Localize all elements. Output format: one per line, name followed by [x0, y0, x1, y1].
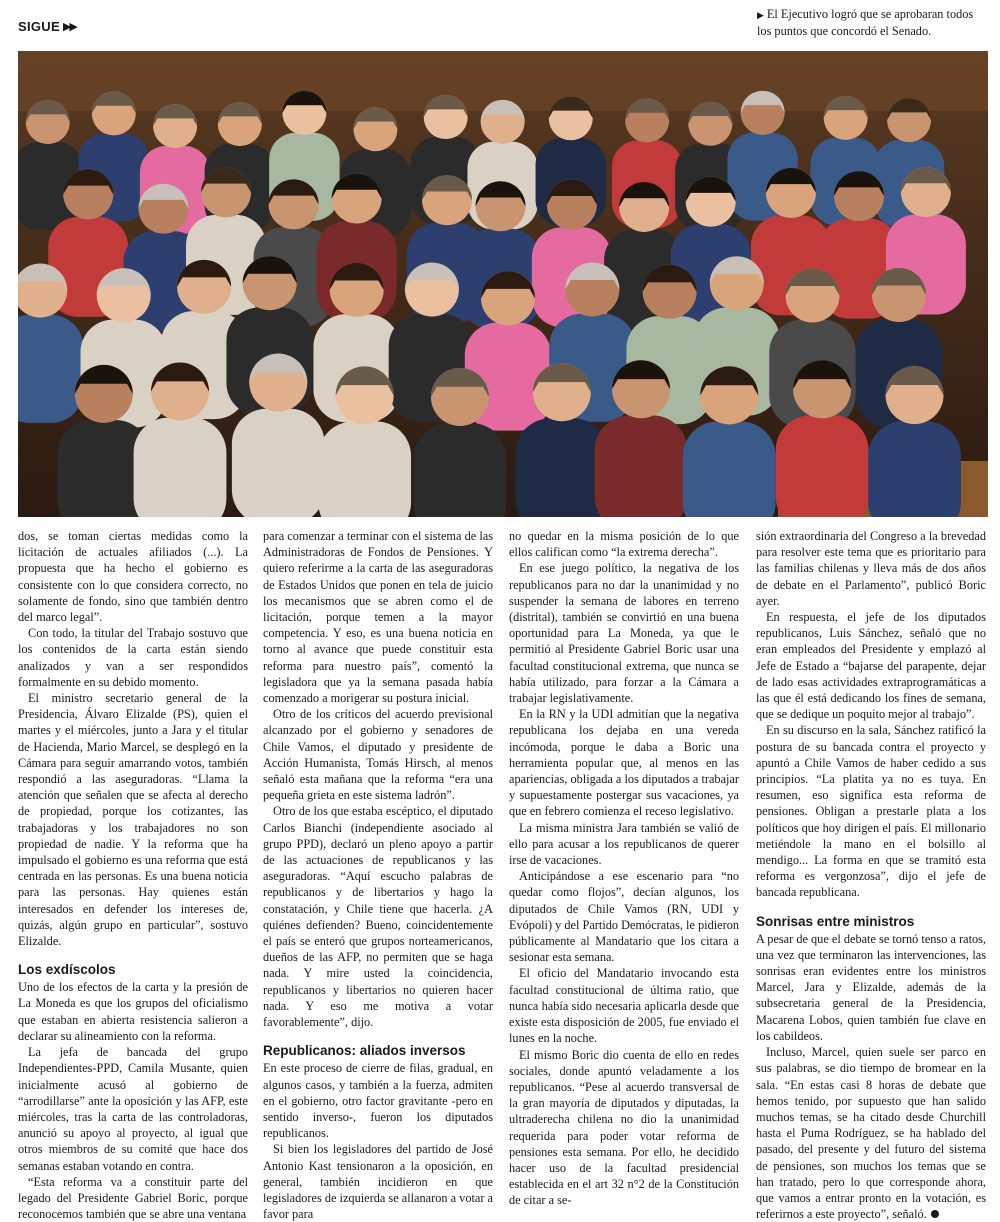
paragraph: En ese juego político, la negativa de los republicanos para no dar la unanimidad y no suspender la semana de labores en terreno (distrital), también se convirtió en una buena oportunidad para La Moneda, ya que le permitió al Presidente Gabriel Boric usar una facultad constitucional extrema, que nunca se había utilizado, para forzar a la Cámara a trabajar legislativamente.: [509, 561, 739, 706]
paragraph: Uno de los efectos de la carta y la presión de La Moneda es que los grupos del oficialismo que estaban en abierta resistencia salieron a declarar su alineamiento con la reforma.: [18, 980, 248, 1043]
person-body: [318, 421, 411, 517]
paragraph: En este proceso de cierre de filas, gradual, en algunos casos, y también a la fuerza, admiten en el gobierno, otro factor gravitante -pero en sentido inverso-, fueron los diputados republicanos.: [263, 1061, 493, 1141]
caption-text: El Ejecutivo logró que se aprobaran todos los puntos que concordó el Senado.: [757, 7, 974, 38]
paragraph: “Esta reforma va a constituir parte del legado del Presidente Gabriel Boric, porque reconocemos también que se abre una ventana: [18, 1174, 248, 1222]
paragraph: Otro de los críticos del acuerdo previsional alcanzado por el gobierno y senadores de Chile Vamos, el diputado y presidente de Acción Humanista, Tomás Hirsch, al menos señaló esta mañana que la reforma “era una pequeña grieta en este sistema ladrón”.: [263, 707, 493, 803]
person-body: [232, 409, 325, 517]
paragraph-text: Incluso, Marcel, quien suele ser parco en sus palabras, se dio tiempo de bromear en la sala. “En estas casi 8 horas de debate que hemos tenido, por supuesto que han salido muchos temas, se ha citado desde Churchill hasta el Puma Rodríguez, se ha hablado del pasado, del presente y del futuro del sistema de pensiones, son muchos los temas que se han tratado, pero lo que corresponde ahora, que vamos a entrar pronto en la votación, es referirnos a este proyecto”, señaló.: [756, 1045, 986, 1222]
person-body: [776, 415, 869, 517]
final-paragraph: [756, 1044, 986, 1222]
paragraph: La misma ministra Jara también se valió de ello para acusar a los republicanos de querer irse de vacaciones.: [509, 820, 739, 868]
person-body: [868, 421, 961, 517]
paragraph: Si bien los legisladores del partido de José Antonio Kast tensionaron a la oposición, en general, también incidieron en que legisladores de izquierda se allanaron a votar a favor para: [263, 1142, 493, 1222]
lead-photo: [18, 51, 988, 517]
paragraph: A pesar de que el debate se tornó tenso a ratos, una vez que terminaron las intervenciones, las sonrisas eran evidentes entre los ministros Marcel, Jara y Elizalde, además de la subsecretaria general de la Presidencia, Macarena Lobos, quien también fue clave en los cabildeos.: [756, 931, 986, 1043]
paragraph: dos, se toman ciertas medidas como la licitación de actuales afiliados (...). La propuesta que ha hecho el gobierno es consistente con lo que considera correcto, no solamente de fondo, sino que también dentro del marco legal”.: [18, 529, 248, 625]
triangle-bullet-icon: ▶: [757, 10, 764, 20]
article-column-3: [509, 528, 739, 1209]
paragraph: Otro de los que estaba escéptico, el diputado Carlos Bianchi (independiente asociado al grupo PPD), declaró un pleno apoyo a partir de las actuaciones de republicanos y las aseguradoras. “Aquí escucho palabras de republicanos y de libertarios y hago la constatación, y Chile tiene que hacerla. ¿A quiénes defienden? Bueno, coincidentemente el país se enteró que grupos norteamericanos, dueños de las AFP, no permiten que se haga nada. Y mire usted la coincidencia, republicanos y libertarios no quieren hacer nada. Y eso me motiva a votar favorablemente”, dijo.: [263, 804, 493, 1030]
paragraph: El oficio del Mandatario invocando esta facultad constitucional de última ratio, que nunca había sido necesaria aplicarla desde que existe esta disposición de 2005, fue enviado el lunes en la noche.: [509, 966, 739, 1046]
person-body: [134, 418, 227, 517]
sigue-text: SIGUE: [18, 19, 60, 34]
continues-label: [18, 19, 76, 34]
person-body: [515, 418, 608, 517]
paragraph: sión extraordinaria del Congreso a la brevedad para resolver este tema que es prioritario para las familias chilenas y lleva más de dos años de debate en el Parlamento”, publicó Boric ayer.: [756, 529, 986, 608]
person-body: [595, 415, 688, 517]
paragraph: Con todo, la titular del Trabajo sostuvo que los contenidos de la carta están siendo analizados y van a ser respondidos formalmente en su debido momento.: [18, 626, 248, 689]
paragraph: Anticipándose a ese escenario para “no quedar como flojos”, decían algunos, los diputados de Chile Vamos (RN, UDI y Evópoli) y del Partido Demócratas, le pidieron públicamente al Mandatario que los citara a sesionar esta semana.: [509, 869, 739, 965]
paragraph: no quedar en la misma posición de lo que ellos califican como “la extrema derecha”.: [509, 529, 739, 560]
person-body: [414, 423, 507, 517]
subheading-sonrisas: Sonrisas entre ministros: [756, 913, 915, 929]
photo-caption: [757, 6, 989, 39]
paragraph: El ministro secretario general de la Presidencia, Álvaro Elizalde (PS), quien el martes y el miércoles, junto a Jara y el titular de Hacienda, Mario Marcel, se desplegó en la Cámara para seguir amarrando votos, también respondió a las aseguradoras. “Llama la atención que señalen que se afecta al derecho de propiedad, porque los cotizantes, las trabajadoras y los trabajadores no son propiedad de nadie. Y la reforma que ha impulsado el gobierno es una reforma que está centrada en las personas. Es una buena noticia para las personas. Hay quienes están interesados en defender los intereses de, quizás, algún grupo en particular”, sostuvo Elizalde.: [18, 691, 248, 949]
article-column-4: [756, 528, 986, 1222]
article-column-1: [18, 528, 248, 1222]
paragraph: para comenzar a terminar con el sistema de las Administradoras de Fondos de Pensiones. Y quiero referirme a la carta de las aseguradoras de Estados Unidos que ponen en tela de juicio los mecanismos que se abren como el de licitación, porque temen a la mayor competencia. Y eso, es una buena noticia en torno al avance que puede constituir esta reforma para nuestro país”, comentó la legisladora que ya la semana pasada había comenzado a morigerar su postura inicial.: [263, 529, 493, 706]
subheading-republicanos: Republicanos: aliados inversos: [263, 1043, 466, 1059]
person-body: [683, 421, 776, 517]
paragraph: El mismo Boric dio cuenta de ello en redes sociales, donde apuntó veladamente a los republicanos. “Pese al acuerdo transversal de la gran mayoría de diputados y diputadas, la ultraderecha chilena no dio la unanimidad requerida para poder votar reforma de pensiones esta semana. Por ello, he decidido hacer uso de la facultad presidencial establecida en el art 32 n°2 de la Constitución de citar a se-: [509, 1047, 739, 1208]
group-photo-illustration: [18, 51, 988, 517]
person-body: [18, 315, 83, 423]
double-arrow-icon: ▶▶: [62, 21, 76, 33]
article-column-2: [263, 528, 493, 1222]
paragraph: La jefa de bancada del grupo Independientes-PPD, Camila Musante, quien inicialmente acusó al gobierno de “arrodillarse” ante la oposición y las AFP, este miércoles, tras la carta de las controladoras, anunció su apoyo al proyecto, al igual que otros miembros de su comité que hace dos semanas estaban votando en contra.: [18, 1045, 248, 1173]
paragraph: En su discurso en la sala, Sánchez ratificó la postura de su bancada contra el proyecto y apuntó a Chile Vamos de haber cedido a sus principios. “La platita ya no es tuya. En resumen, eso significa esta reforma de pensiones. Obligan a prestarle plata a los políticos que hoy dirigen el país. El millonario metiéndole la mano en el bolsillo al mendigo... La forma en que se tramitó esta reforma es vergonzosa”, dijo el jefe de bancada republicana.: [756, 723, 986, 900]
paragraph: En respuesta, el jefe de los diputados republicanos, Luis Sánchez, señaló que no eran empleados del Presidente y emplazó al Jefe de Estado a “bajarse del parapente, dejar de lado esas actividades extraprogramáticas a las que él está dedicando los fines de semana, que se dedique un poquito mejor al trabajo”.: [756, 610, 986, 722]
end-of-article-icon: [931, 1210, 939, 1218]
paragraph: En la RN y la UDI admitían que la negativa republicana los dejaba en una vereda incómoda, porque le daba a Boric una herramienta popular que, al menos en las apariencias, obligada a los diputados a trabajar y supuestamente postergar sus vacaciones, ya que en febrero comienza el receso legislativo.: [509, 707, 739, 819]
subheading-exdiscolos: Los exdíscolos: [18, 962, 116, 978]
